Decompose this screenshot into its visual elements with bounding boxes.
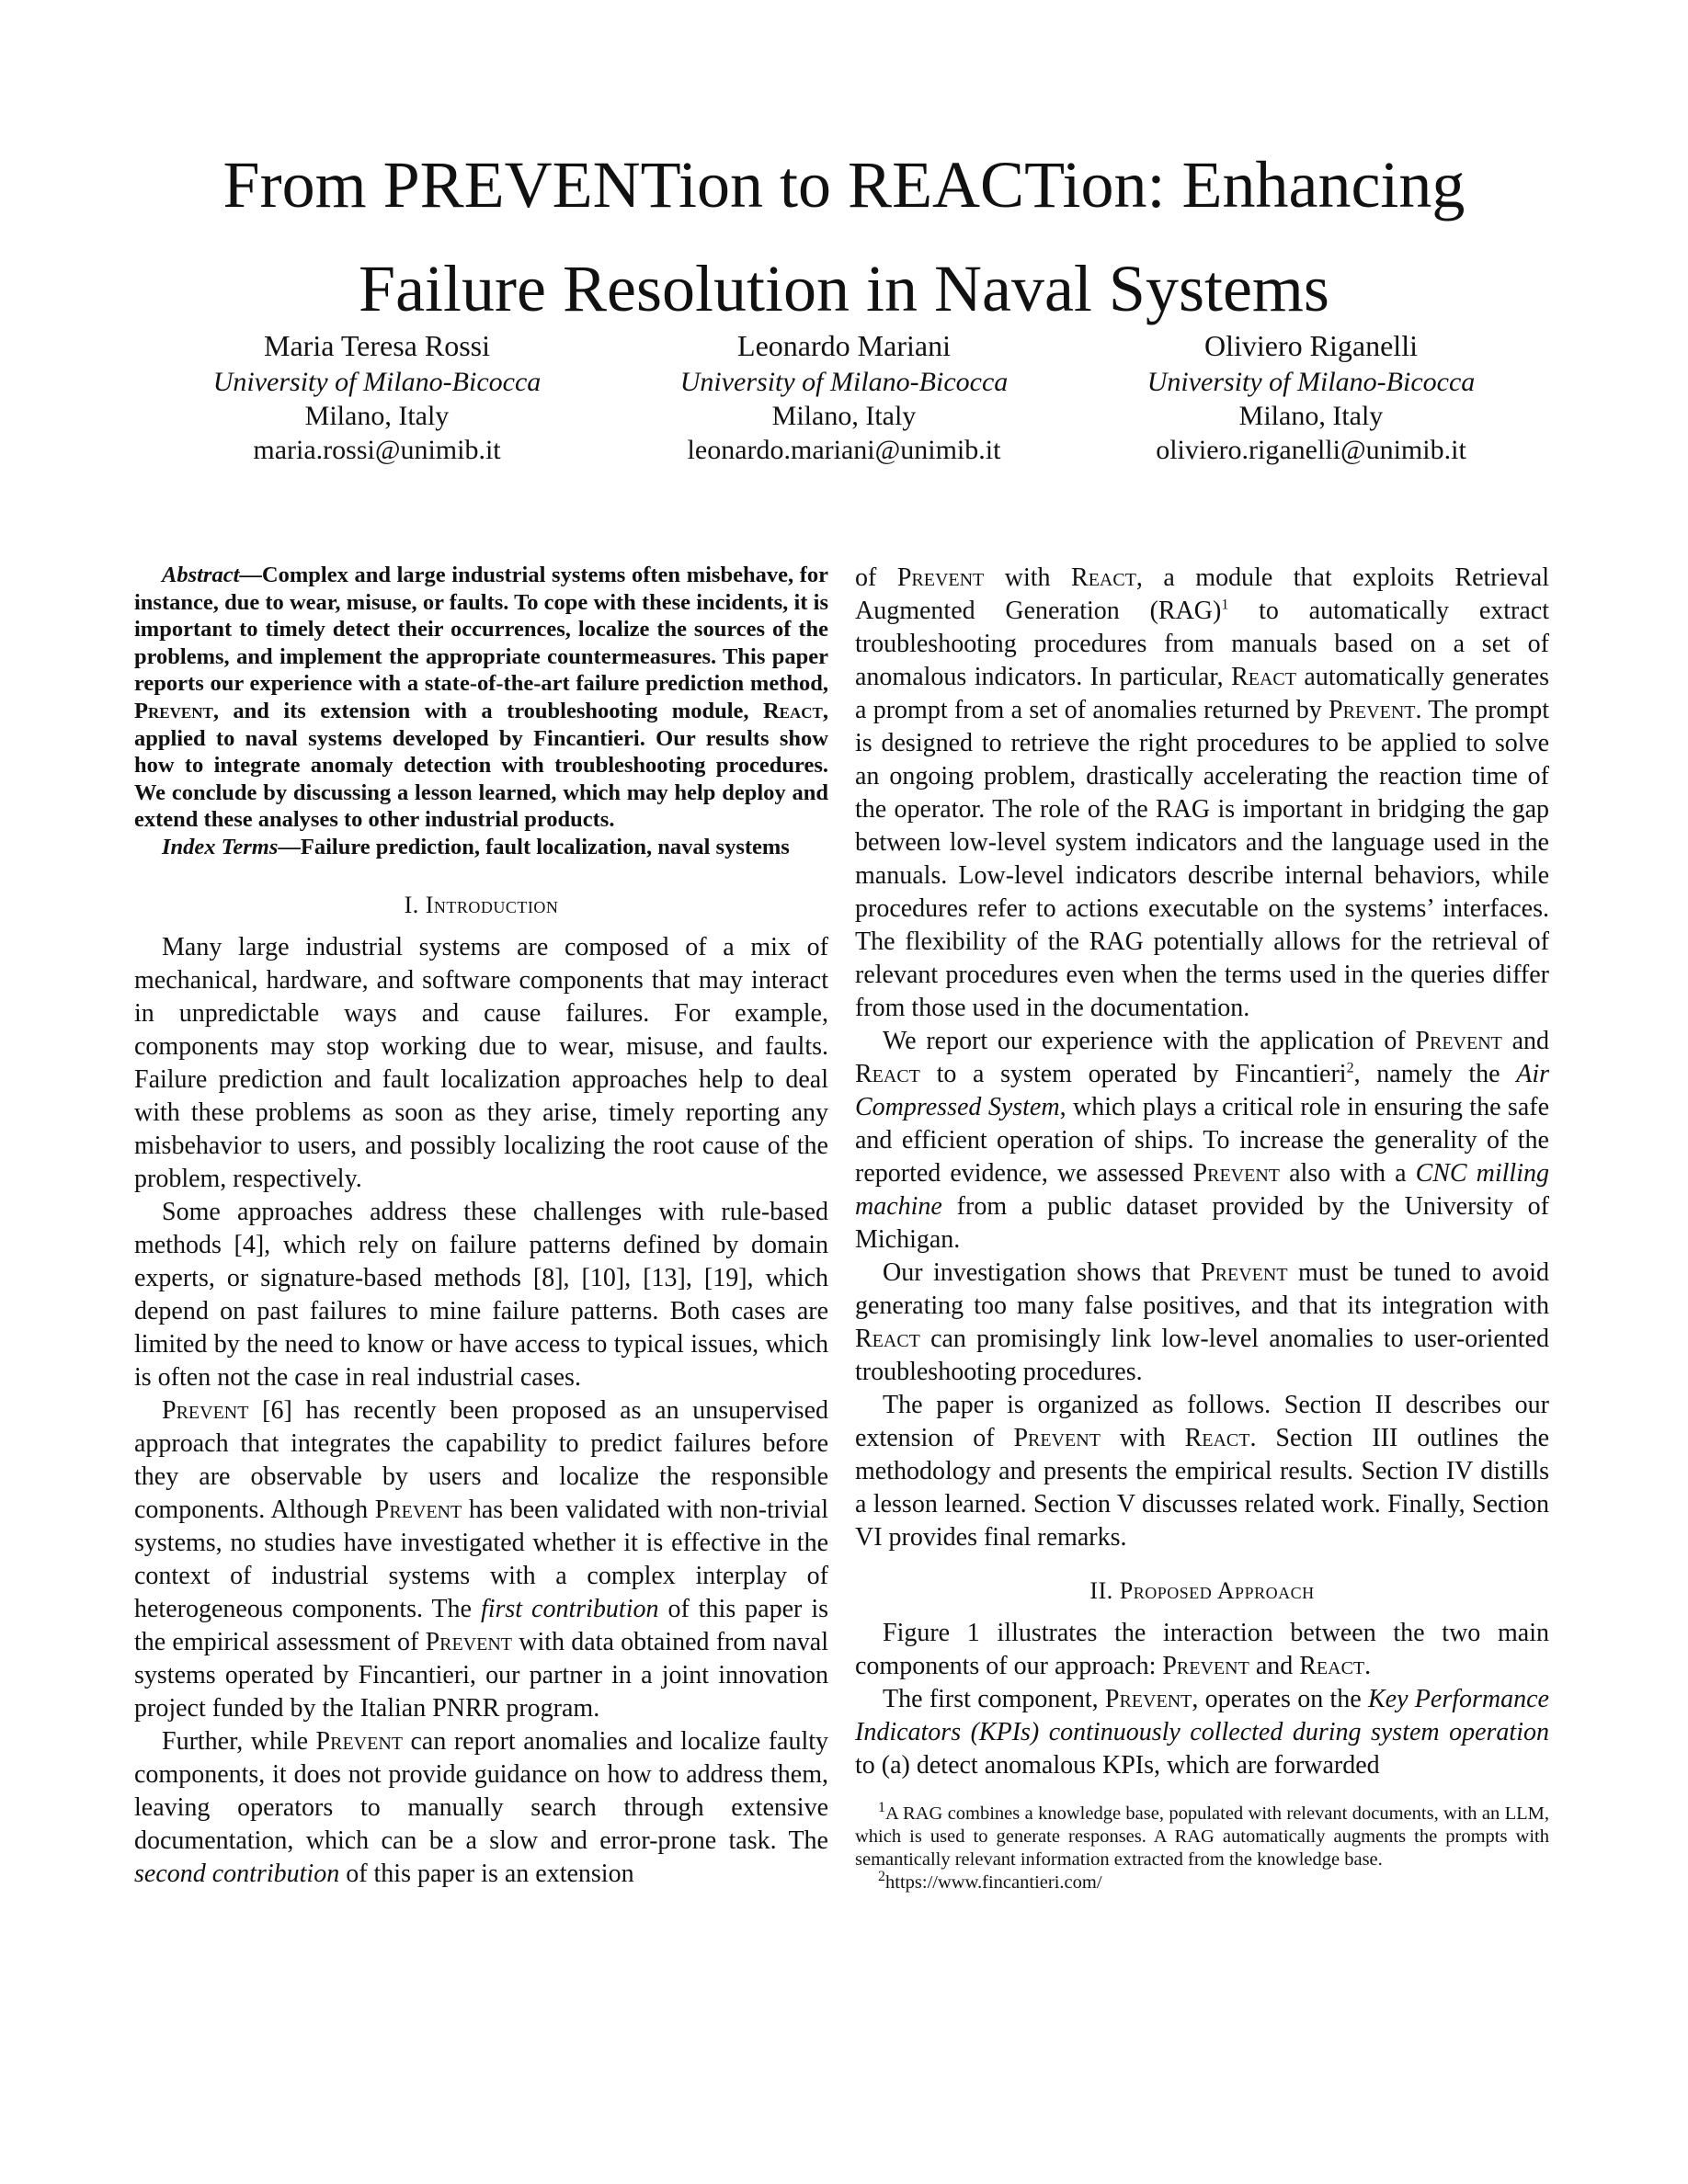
paragraph-text: [6] has recently been proposed as an unsupervised approach that integrates the capability to predict failures before they are observable by users and localize the responsible components. Although (134, 1395, 828, 1524)
emphasis: Key Performance Indicators (KPIs) continuously collected during system operation (855, 1685, 1549, 1746)
body-paragraph (855, 562, 1549, 1025)
abstract (134, 562, 828, 834)
method-name: React (1184, 1424, 1250, 1452)
method-name: Prevent (425, 1627, 513, 1656)
method-name: React (1231, 663, 1296, 691)
author-affiliation: University of Milano-Bicocca (1146, 367, 1476, 397)
footnote-marker: 1 (1221, 597, 1229, 613)
paragraph-text: , a module that exploits Retrieval Augmented Generation (RAG) (855, 563, 1550, 625)
paragraph-text: also with a (1280, 1159, 1416, 1188)
paragraph-text: to (a) detect anomalous KPIs, which are forwarded (855, 1751, 1380, 1780)
author-location: Milano, Italy (304, 401, 450, 431)
paragraph-text: of (855, 563, 897, 592)
paper-title (129, 133, 1559, 341)
author-location: Milano, Italy (1238, 401, 1384, 431)
method-name: Prevent (1013, 1424, 1101, 1452)
paragraph-text: Our investigation shows that (883, 1258, 1202, 1287)
paragraph-text: with (1100, 1424, 1185, 1452)
section-number: I. (404, 891, 419, 918)
abstract-text: , and its extension with a troubleshooting module, (212, 698, 763, 723)
body-paragraph: Some approaches address these challenges with rule-based methods [4], which rely on failure patterns defined by domain experts, or signature-based methods [8], [10], [13], [19], which depend on past failures to mine failure patterns. Both cases are limited by the need to know or have access to typical issues, which is often not the case in real industrial cases. (134, 1197, 828, 1392)
method-name: Prevent (134, 698, 213, 723)
method-name: Prevent (1201, 1258, 1288, 1287)
paragraph-text: , which plays a critical role in ensuring the safe and efficient operation of ships. To increase the generality of the reported evidence, we assessed (855, 1093, 1549, 1188)
paragraph-text: can promisingly link low-level anomalies to user-oriented troubleshooting procedures. (855, 1325, 1549, 1386)
paragraph-text: from a public dataset provided by the University of Michigan. (855, 1192, 1549, 1254)
paragraph-text: We report our experience with the application of (883, 1027, 1416, 1055)
emphasis: first contribution (480, 1594, 659, 1623)
paragraph-text: . (1364, 1652, 1372, 1680)
method-name: Prevent (1415, 1027, 1502, 1055)
body-paragraph (855, 1617, 1549, 1683)
left-column (134, 562, 828, 1891)
author-3 (1118, 326, 1504, 467)
method-name: React (1071, 563, 1136, 592)
section-number: II. (1089, 1577, 1113, 1604)
section-heading-proposed-approach (855, 1575, 1549, 1608)
footnote-marker: 2 (878, 1869, 885, 1885)
author-affiliation: University of Milano-Bicocca (679, 367, 1009, 397)
right-column (855, 562, 1549, 1894)
section-title: Introduction (425, 891, 559, 918)
method-name: Prevent (315, 1726, 403, 1756)
paragraph-text: must be tuned to avoid generating too many false positives, and that its integration with (855, 1258, 1549, 1320)
body-paragraph (855, 1025, 1549, 1257)
method-name: Prevent (1162, 1652, 1249, 1680)
paragraph-text: to a system operated by Fincantieri (919, 1060, 1347, 1088)
paragraph-text: and (1249, 1652, 1300, 1680)
paragraph-text: . Section III outlines the methodology and presents the empirical results. Section IV distills a lesson learned. Section V discusses related work. Finally, Section VI provides final remarks. (855, 1424, 1550, 1552)
method-name: Prevent (162, 1395, 249, 1425)
body-paragraph (134, 1394, 828, 1725)
emphasis: CNC milling machine (855, 1159, 1549, 1221)
footnote-2 (855, 1871, 1549, 1894)
abstract-text: —Complex and large industrial systems often misbehave, for instance, due to wear, misuse, or faults. To cope with these incidents, it is important to timely detect their occurrences, localize the sources of the problems, and implement the appropriate countermeasures. This paper reports our experience with a state-of-the-art failure prediction method, (134, 563, 828, 697)
author-block (184, 326, 1504, 467)
footnote-marker: 2 (1346, 1060, 1354, 1076)
emphasis: second contribution (134, 1859, 340, 1888)
author-email: oliviero.riganelli@unimib.it (1156, 435, 1466, 465)
paragraph-text: The paper is organized as follows. Section II describes our extension of (855, 1391, 1549, 1452)
author-2 (651, 326, 1037, 467)
paragraph-text: and (1501, 1027, 1549, 1055)
paragraph-text: , namely the (1353, 1060, 1517, 1088)
method-name: Prevent (374, 1495, 462, 1524)
author-affiliation: University of Milano-Bicocca (212, 367, 542, 397)
index-terms (134, 834, 828, 861)
paragraph-text: Further, while (162, 1726, 316, 1756)
author-email: leonardo.mariani@unimib.it (687, 435, 1001, 465)
footnote-link[interactable]: https://www.fincantieri.com/ (885, 1872, 1102, 1893)
body-paragraph (855, 1257, 1549, 1389)
paragraph-text: of this paper is the empirical assessment of (134, 1594, 829, 1656)
author-name: Leonardo Mariani (737, 329, 951, 362)
paragraph-text: The first component, (883, 1685, 1105, 1713)
paragraph-text: has been validated with non-trivial systems, no studies have investigated whether it is effective in the context of industrial systems with a complex interplay of heterogeneous components. The (134, 1495, 829, 1623)
paragraph-text: with data obtained from naval systems operated by Fincantieri, our partner in a joint innovation project funded by the Italian PNRR program. (134, 1627, 828, 1723)
body-paragraph: Many large industrial systems are composed of a mix of mechanical, hardware, and software components that may interact in unpredictable ways and cause failures. For example, components may stop working due to wear, misuse, and faults. Failure prediction and fault localization approaches help to deal with these problems as soon as they arise, timely reporting any misbehavior to users, and possibly localizing the root cause of the problem, respectively. (134, 932, 828, 1193)
author-name: Oliviero Riganelli (1204, 329, 1418, 362)
title-line-2: Failure Resolution in Naval Systems (359, 252, 1329, 325)
paragraph-text: . The prompt is designed to retrieve the right procedures to be applied to solve an ongoing problem, drastically accelerating the reaction time of the operator. The role of the RAG is important in bridging the gap between low-level system indicators and the language used in the manuals. Low-level indicators describe internal behaviors, while procedures refer to actions executable on the systems’ interfaces. The flexibility of the RAG potentially allows for the retrieval of relevant procedures even when the terms used in the queries differ from those used in the documentation. (855, 696, 1549, 1022)
index-terms-text: —Failure prediction, fault localization, naval systems (278, 834, 790, 859)
method-name: Prevent (1104, 1685, 1192, 1713)
method-name: React (855, 1325, 920, 1353)
author-email: maria.rossi@unimib.it (253, 435, 501, 465)
abstract-lead: Abstract (162, 563, 240, 587)
body-paragraph (855, 1389, 1549, 1554)
author-name: Maria Teresa Rossi (264, 329, 490, 362)
author-1 (184, 326, 570, 467)
body-paragraph (855, 1683, 1549, 1782)
paragraph-text: Figure 1 illustrates the interaction between the two main components of our approach: (855, 1619, 1549, 1680)
method-name: React (855, 1060, 920, 1088)
index-terms-lead: Index Terms (162, 834, 279, 859)
author-location: Milano, Italy (771, 401, 917, 431)
abstract-text: , applied to naval systems developed by Fincantieri. Our results show how to integrate anomaly detection with troubleshooting procedures. We conclude by discussing a lesson learned, which may help deploy and extend these analyses to other industrial products. (134, 698, 828, 833)
method-name: Prevent (1329, 696, 1416, 724)
section-title: Proposed Approach (1119, 1577, 1315, 1604)
method-name: React (762, 698, 823, 723)
footnote-text: A RAG combines a knowledge base, populated with relevant documents, with an LLM, which is used to generate responses. A RAG automatically augments the prompts with semantically relevant information extracted from the knowledge base. (855, 1803, 1549, 1870)
emphasis: Air Compressed System (855, 1060, 1550, 1121)
footnotes (855, 1800, 1549, 1894)
method-name: React (1299, 1652, 1365, 1680)
section-heading-introduction (134, 889, 828, 922)
method-name: Prevent (1192, 1159, 1280, 1188)
paragraph-text: , operates on the (1192, 1685, 1368, 1713)
paragraph-text: to automatically extract troubleshooting procedures from manuals based on a set of anomalous indicators. In particular, (855, 597, 1549, 691)
method-name: Prevent (896, 563, 985, 592)
paragraph-text: of this paper is an extension (339, 1859, 634, 1888)
footnote-1 (855, 1800, 1549, 1871)
paragraph-text: automatically generates a prompt from a set of anomalies returned by (855, 663, 1549, 724)
paragraph-text: can report anomalies and localize faulty components, it does not provide guidance on how to address them, leaving operators to manually search through extensive documentation, which can be a slow and error-prone task. The (134, 1726, 829, 1855)
body-paragraph (134, 1725, 828, 1891)
footnote-marker: 1 (878, 1800, 885, 1816)
title-line-1: From PREVENTion to REACTion: Enhancing (222, 148, 1466, 222)
paragraph-text: with (984, 563, 1072, 592)
